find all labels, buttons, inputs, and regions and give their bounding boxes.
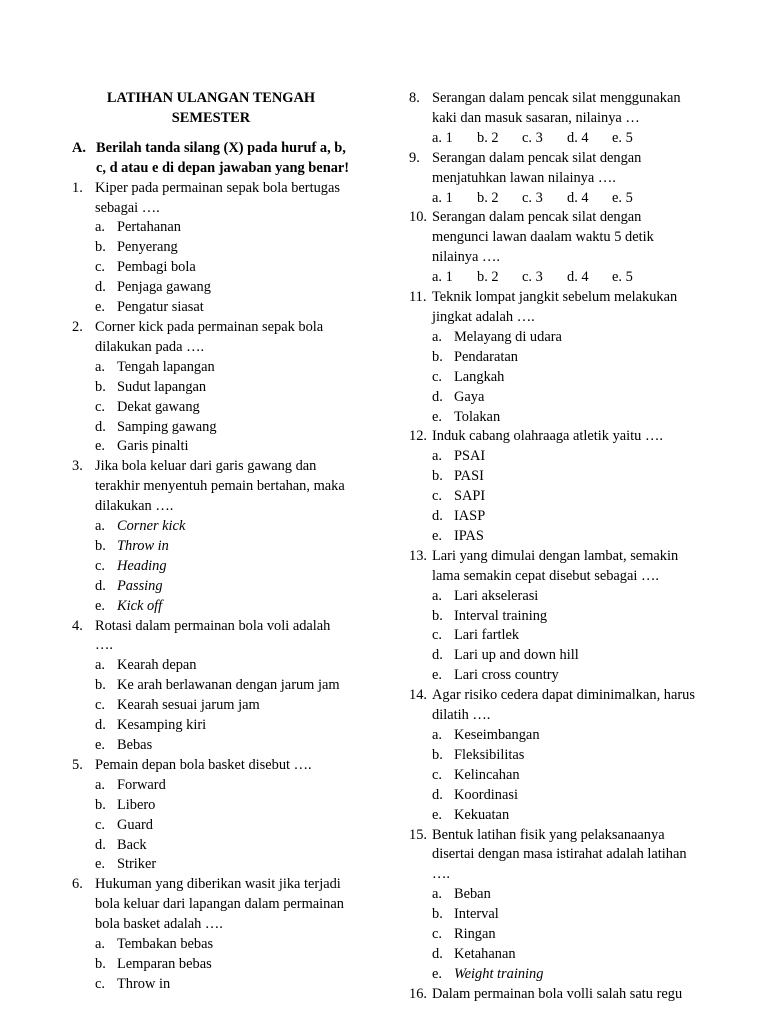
option-text: Kick off [117,597,163,614]
option-letter: a. [432,727,442,743]
question-item [409,208,699,288]
answer-option[interactable] [95,358,350,378]
option-letter: d. [95,836,106,853]
answer-option[interactable] [95,258,350,278]
option-text: Beban [454,886,491,903]
question-number: 15. [409,826,427,843]
answer-option[interactable] [432,806,699,826]
answer-option[interactable]: c. 3 [522,189,543,206]
answer-option[interactable] [432,965,699,985]
question-number: 1. [72,179,83,196]
answer-options [72,517,350,617]
answer-option[interactable] [432,388,699,408]
option-text: Kelincahan [454,766,520,783]
question-text: Dalam permainan bola volli salah satu regu [432,985,683,1002]
option-text: Ringan [454,926,496,943]
answer-option[interactable] [95,218,350,238]
option-letter: c. [95,259,105,276]
option-letter: a. [95,776,105,793]
question-stem [72,179,350,219]
answer-option[interactable]: d. 4 [567,129,589,146]
question-item [72,179,350,318]
answer-option[interactable]: c. 3 [522,269,543,286]
answer-option[interactable] [432,467,699,487]
answer-options [409,328,699,428]
left-column [72,89,350,995]
option-letter: b. [432,746,443,763]
answer-option[interactable] [432,348,699,368]
answer-option[interactable] [95,975,350,995]
question-number: 12. [409,428,427,445]
answer-option[interactable]: e. 5 [612,269,633,286]
option-text: Interval training [454,607,548,624]
question-text: Serangan dalam pencak silat dengan mengunci lawan daalam waktu 5 detik nilainya …. [432,209,654,266]
option-text: Forward [117,776,166,793]
answer-option[interactable] [432,507,699,527]
option-letter: e. [95,737,105,753]
option-text: Keseimbangan [454,727,540,743]
question-number: 14. [409,687,427,704]
answer-option[interactable] [95,716,350,736]
question-item [409,826,699,985]
question-item [72,318,350,457]
answer-option[interactable] [432,786,699,806]
answer-option[interactable]: e. 5 [612,129,633,146]
option-letter: e. [95,299,105,316]
option-text: Interval [454,906,499,923]
question-item [409,427,699,546]
answer-option[interactable] [95,736,350,756]
question-stem [72,756,350,776]
answer-options [409,447,699,547]
option-letter: d. [432,508,443,525]
question-number: 8. [409,90,420,106]
option-letter: c. [95,816,105,833]
answer-option[interactable] [95,796,350,816]
option-letter: d. [95,418,106,435]
section-instruction [72,139,350,179]
option-letter: e. [95,438,105,455]
question-number: 13. [409,547,427,564]
answer-options [72,656,350,756]
question-item [72,875,350,994]
option-text: Lemparan bebas [117,955,212,972]
question-stem [72,457,350,517]
option-letter: c. [95,697,105,714]
question-stem [409,826,699,886]
option-text: Lari up and down hill [454,647,579,664]
answer-option[interactable] [432,905,699,925]
answer-option[interactable] [95,238,350,258]
answer-option[interactable]: a. 1 [432,129,453,146]
question-text: Bentuk latihan fisik yang pelaksanaanya disertai dengan masa istirahat adalah latihan …. [432,826,687,883]
answer-options-inline [409,268,699,288]
option-letter: d. [432,647,443,664]
answer-option[interactable] [432,646,699,666]
question-stem [409,208,699,268]
option-letter: d. [432,388,443,405]
title-line-1: LATIHAN ULANGAN TENGAH [106,90,316,106]
question-number: 5. [72,756,83,773]
answer-option[interactable] [95,836,350,856]
answer-option[interactable] [95,597,350,617]
question-text: Serangan dalam pencak silat menggunakan kaki dan masuk sasaran, nilainya … [432,90,681,126]
answer-option[interactable] [95,696,350,716]
page-title [72,89,350,129]
option-text: Weight training [454,965,544,982]
option-letter: c. [432,627,442,644]
answer-option[interactable]: e. 5 [612,189,633,206]
question-stem [409,686,699,726]
option-letter: e. [432,527,442,544]
question-item [409,985,699,1005]
question-text: Agar risiko cedera dapat diminimalkan, harus dilatih …. [432,687,695,724]
option-letter: c. [95,398,105,415]
option-text: Throw in [117,975,171,992]
answer-option[interactable] [95,278,350,298]
question-text: Kiper pada permainan sepak bola bertugas sebagai …. [95,179,340,216]
answer-option[interactable] [95,378,350,398]
option-letter: d. [95,577,106,594]
answer-option[interactable] [95,577,350,597]
question-number: 10. [409,209,427,226]
option-text: Ketahanan [454,945,516,962]
question-number: 11. [409,289,427,306]
option-text: Lari cross country [454,667,559,684]
answer-option[interactable] [95,298,350,318]
option-text: Passing [117,577,163,594]
question-stem [72,875,350,935]
option-text: Langkah [454,368,505,385]
option-letter: d. [95,279,106,296]
answer-option[interactable] [432,328,699,348]
option-text: SAPI [454,488,486,505]
question-stem [72,617,350,657]
answer-option[interactable] [95,437,350,457]
answer-option[interactable] [95,537,350,557]
question-number: 3. [72,458,83,475]
option-letter: b. [95,796,106,813]
option-text: Throw in [117,537,169,554]
option-text: Tolakan [454,408,501,425]
answer-option[interactable] [432,746,699,766]
option-letter: c. [432,368,442,385]
question-number: 6. [72,876,83,893]
option-text: IPAS [454,527,484,544]
option-letter: a. [432,328,442,345]
question-text: Pemain depan bola basket disebut …. [95,756,312,773]
option-text: Penjaga gawang [117,279,211,296]
question-item [409,149,699,209]
answer-option[interactable] [432,626,699,646]
option-text: Pembagi bola [117,259,196,276]
option-letter: c. [432,488,442,505]
option-letter: d. [95,717,106,734]
question-text: Lari yang dimulai dengan lambat, semakin lama semakin cepat disebut sebagai …. [432,547,679,584]
answer-option[interactable] [95,557,350,577]
question-item [409,288,699,427]
answer-options [409,726,699,826]
question-item [72,756,350,875]
option-letter: c. [95,557,105,574]
question-text: Teknik lompat jangkit sebelum melakukan jingkat adalah …. [432,289,678,325]
question-list-right [409,89,699,1005]
question-text: Corner kick pada permainan sepak bola dilakukan pada …. [95,318,324,355]
answer-options [72,935,350,995]
answer-option[interactable]: d. 4 [567,269,589,286]
question-stem [409,985,699,1005]
option-letter: e. [95,856,105,873]
option-text: Kearah sesuai jarum jam [117,697,260,714]
answer-option[interactable] [432,945,699,965]
option-text: Bebas [117,737,153,753]
question-text: Serangan dalam pencak silat dengan menjatuhkan lawan nilainya …. [432,149,642,186]
answer-option[interactable]: d. 4 [567,189,589,206]
answer-option[interactable]: b. 2 [477,269,499,286]
option-text: Koordinasi [454,786,518,803]
question-stem [409,288,699,328]
answer-option[interactable] [432,587,699,607]
option-letter: c. [432,766,442,783]
question-item [409,686,699,825]
option-letter: a. [95,358,105,375]
answer-options [72,358,350,458]
option-letter: d. [432,786,443,803]
answer-option[interactable] [95,398,350,418]
answer-option[interactable] [432,766,699,786]
option-letter: a. [432,587,442,604]
answer-option[interactable]: c. 3 [522,129,543,146]
option-text: Tembakan bebas [117,936,214,953]
question-number: 4. [72,617,83,634]
question-stem [409,547,699,587]
option-letter: a. [432,886,442,903]
option-text: Back [117,836,147,853]
answer-options-inline [409,129,699,149]
option-text: Sudut lapangan [117,378,207,395]
option-text: Libero [117,796,156,813]
option-text: IASP [454,508,486,525]
answer-option[interactable] [432,885,699,905]
answer-option[interactable]: b. 2 [477,129,499,146]
answer-option[interactable] [432,726,699,746]
answer-option[interactable] [95,776,350,796]
option-text: Lari fartlek [454,627,520,644]
question-number: 16. [409,985,427,1002]
answer-option[interactable] [95,935,350,955]
option-text: Garis pinalti [117,438,189,455]
question-number: 9. [409,149,420,166]
option-letter: a. [95,219,105,236]
question-text: Induk cabang olahraaga atletik yaitu …. [432,428,663,445]
title-line-2: SEMESTER [171,109,251,126]
option-text: Ke arah berlawanan dengan jarum jam [117,677,340,694]
right-column [409,89,699,1005]
option-text: PSAI [454,448,486,465]
option-letter: b. [432,468,443,485]
option-text: Pertahanan [117,219,181,236]
answer-option[interactable]: a. 1 [432,269,453,286]
answer-options [72,776,350,876]
option-text: Striker [117,856,157,873]
answer-option[interactable] [95,418,350,438]
option-text: Lari akselerasi [454,587,539,604]
answer-options [409,587,699,687]
option-letter: e. [432,965,442,982]
question-list-left [72,179,350,995]
option-text: Penyerang [117,239,178,256]
answer-options [72,218,350,318]
option-text: Dekat gawang [117,398,200,415]
option-letter: b. [95,378,106,395]
answer-option[interactable] [95,816,350,836]
option-text: Samping gawang [117,418,217,435]
option-text: Pengatur siasat [117,299,204,316]
option-text: Corner kick [117,518,186,535]
option-letter: b. [95,239,106,256]
question-item [72,617,350,756]
option-text: Kearah depan [117,657,197,674]
option-letter: e. [432,408,442,425]
option-text: Gaya [454,388,485,405]
question-stem [409,89,699,129]
answer-option[interactable] [432,527,699,547]
question-text: Hukuman yang diberikan wasit jika terjadi bola keluar dari lapangan dalam permainan bola basket adalah …. [95,876,344,933]
option-letter: c. [95,975,105,992]
question-item [409,547,699,686]
option-letter: e. [432,667,442,684]
answer-option[interactable] [432,607,699,627]
option-letter: c. [432,926,442,943]
answer-option[interactable] [432,447,699,467]
answer-option[interactable]: b. 2 [477,189,499,206]
answer-option[interactable] [432,666,699,686]
option-letter: b. [95,537,106,554]
question-number: 2. [72,318,83,335]
option-text: Guard [117,816,153,833]
option-text: PASI [454,468,484,485]
answer-option[interactable] [95,656,350,676]
question-item [409,89,699,149]
question-stem [409,149,699,189]
option-letter: a. [95,657,105,674]
answer-option[interactable] [432,925,699,945]
question-text: Rotasi dalam permainan bola voli adalah …. [95,617,331,654]
answer-option[interactable] [95,955,350,975]
option-letter: b. [432,607,443,624]
option-letter: e. [432,806,442,823]
answer-option[interactable] [95,855,350,875]
option-letter: a. [95,518,105,535]
option-text: Heading [117,557,167,574]
option-text: Melayang di udara [454,328,562,345]
option-letter: e. [95,597,105,614]
answer-option[interactable] [95,517,350,537]
answer-option[interactable] [95,676,350,696]
option-letter: b. [95,955,106,972]
option-letter: d. [432,945,443,962]
answer-option[interactable] [432,487,699,507]
answer-options [409,885,699,985]
answer-option[interactable] [432,368,699,388]
answer-options-inline [409,189,699,209]
option-text: Kesamping kiri [117,717,207,734]
option-text: Pendaratan [454,348,518,365]
question-text: Jika bola keluar dari garis gawang dan terakhir menyentuh pemain bertahan, maka dilakukan …. [95,458,345,515]
question-stem [72,318,350,358]
option-text: Tengah lapangan [117,358,215,375]
answer-option[interactable] [432,408,699,428]
option-letter: b. [432,348,443,365]
question-stem [409,427,699,447]
section-text: Berilah tanda silang (X) pada huruf a, b, c, d atau e di depan jawaban yang benar! [96,139,350,176]
option-letter: a. [95,936,105,953]
answer-option[interactable]: a. 1 [432,189,453,206]
option-letter: b. [95,677,106,694]
question-item [72,457,350,616]
option-letter: a. [432,448,442,465]
section-label: A. [72,139,86,156]
option-text: Fleksibilitas [454,746,525,763]
option-letter: b. [432,906,443,923]
option-text: Kekuatan [454,806,510,823]
